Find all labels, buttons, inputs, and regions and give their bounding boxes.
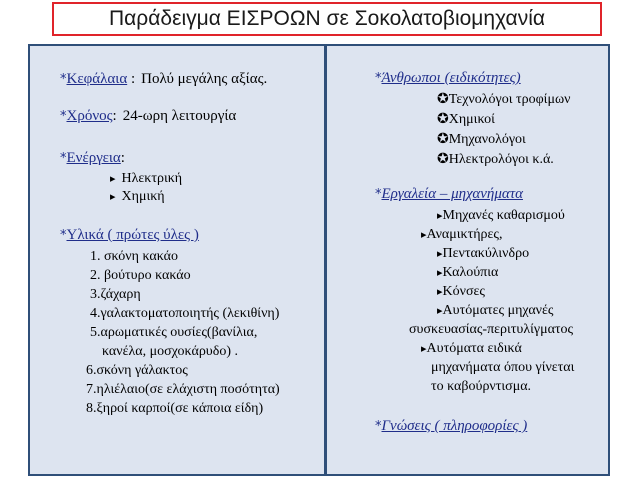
triangle-bullet-icon: ▸	[437, 304, 443, 317]
tools-item	[437, 302, 553, 319]
tools-item	[437, 283, 485, 300]
material-item: 2. βούτυρο κακάο	[90, 268, 191, 283]
tools-item-label: Καλούπια	[442, 265, 499, 280]
materials-heading: Υλικά ( πρώτες ύλες )	[66, 227, 199, 243]
capital-text: Πολύ μεγάλης αξίας.	[141, 71, 268, 87]
tools-item-label: Κόνσες	[442, 284, 485, 299]
star-icon: *	[375, 419, 382, 434]
triangle-bullet-icon: ▸	[421, 228, 427, 241]
triangle-bullet-icon: ▸	[437, 266, 443, 279]
energy-item-label: Ηλεκτρική	[121, 171, 183, 186]
star-icon: *	[60, 228, 67, 243]
tools-item-continued: μηχανήματα όπου γίνεται	[431, 360, 575, 375]
triangle-bullet-icon: ▸	[437, 209, 443, 222]
tools-item-label: Μηχανές καθαρισμού	[442, 208, 565, 223]
star-bullet-icon: ✪	[437, 151, 449, 167]
energy-item	[110, 170, 182, 187]
energy-separator: :	[120, 150, 125, 166]
tools-item-continued: συσκευασίας-περιτυλίγματος	[409, 322, 574, 337]
material-item: 4.γαλακτοματοποιητής (λεκιθίνη)	[90, 306, 280, 321]
capital-separator: :	[127, 71, 136, 87]
energy-line	[60, 150, 125, 167]
star-icon: *	[375, 187, 382, 202]
knowledge-heading: Γνώσεις ( πληροφορίες )	[381, 418, 528, 434]
triangle-bullet-icon: ▸	[437, 247, 443, 260]
tools-item	[437, 264, 498, 281]
tools-item	[421, 226, 502, 243]
people-item	[437, 151, 554, 168]
energy-heading: Ενέργεια	[66, 150, 121, 166]
star-icon: *	[60, 109, 67, 124]
tools-item-label: Πεντακύλινδρο	[442, 246, 530, 261]
material-item: 6.σκόνη γάλακτος	[86, 363, 188, 378]
star-bullet-icon: ✪	[437, 111, 449, 127]
left-panel	[28, 44, 326, 476]
capital-line	[60, 71, 267, 88]
material-item: 8.ξηροί καρποί(σε κάποια είδη)	[86, 401, 264, 416]
tools-item-label: Αυτόματα ειδικά	[426, 341, 522, 356]
people-item	[437, 131, 526, 148]
material-item-continued: κανέλα, μοσχοκάρυδο) .	[102, 344, 239, 359]
people-item-label: Τεχνολόγοι τροφίμων	[448, 92, 571, 107]
tools-line	[375, 186, 523, 203]
star-bullet-icon: ✪	[437, 91, 449, 107]
material-item: 5.αρωματικές ουσίες(βανίλια,	[90, 325, 258, 340]
star-icon: *	[375, 71, 382, 86]
time-separator: :	[112, 108, 117, 124]
star-icon: *	[60, 72, 67, 87]
people-item-label: Χημικοί	[448, 112, 495, 127]
knowledge-line	[375, 418, 527, 435]
material-item: 7.ηλιέλαιο(σε ελάχιστη ποσότητα)	[86, 382, 280, 397]
energy-item-label: Χημική	[121, 189, 165, 204]
people-heading: Άνθρωποι (ειδικότητες)	[381, 70, 521, 86]
time-line	[60, 108, 236, 125]
tools-item-continued: το καβούρντισμα.	[431, 379, 532, 394]
people-item-label: Ηλεκτρολόγοι κ.ά.	[448, 152, 554, 167]
star-bullet-icon: ✪	[437, 131, 449, 147]
people-item	[437, 111, 495, 128]
tools-item	[421, 340, 522, 357]
tools-item	[437, 245, 529, 262]
material-item: 3.ζάχαρη	[90, 287, 141, 302]
triangle-bullet-icon: ▸	[110, 172, 116, 185]
triangle-bullet-icon: ▸	[110, 190, 116, 203]
people-item-label: Μηχανολόγοι	[448, 132, 526, 147]
title-box	[52, 2, 602, 36]
capital-heading: Κεφάλαια	[66, 71, 128, 87]
triangle-bullet-icon: ▸	[421, 342, 427, 355]
energy-item	[110, 188, 165, 205]
tools-item-label: Αυτόματες μηχανές	[442, 303, 554, 318]
time-heading: Χρόνος	[66, 108, 113, 124]
tools-heading: Εργαλεία – μηχανήματα	[381, 186, 523, 202]
tools-item-label: Αναμικτήρες,	[426, 227, 503, 242]
page-title: Παράδειγμα ΕΙΣΡΟΩΝ σε Σοκολατοβιομηχανία	[109, 7, 545, 30]
material-item: 1. σκόνη κακάο	[90, 249, 178, 264]
tools-item	[437, 207, 565, 224]
star-icon: *	[60, 151, 67, 166]
time-text: 24-ωρη λειτουργία	[122, 108, 237, 124]
materials-line	[60, 227, 199, 244]
people-item	[437, 91, 571, 108]
triangle-bullet-icon: ▸	[437, 285, 443, 298]
right-panel	[326, 44, 610, 476]
people-line	[375, 70, 521, 87]
